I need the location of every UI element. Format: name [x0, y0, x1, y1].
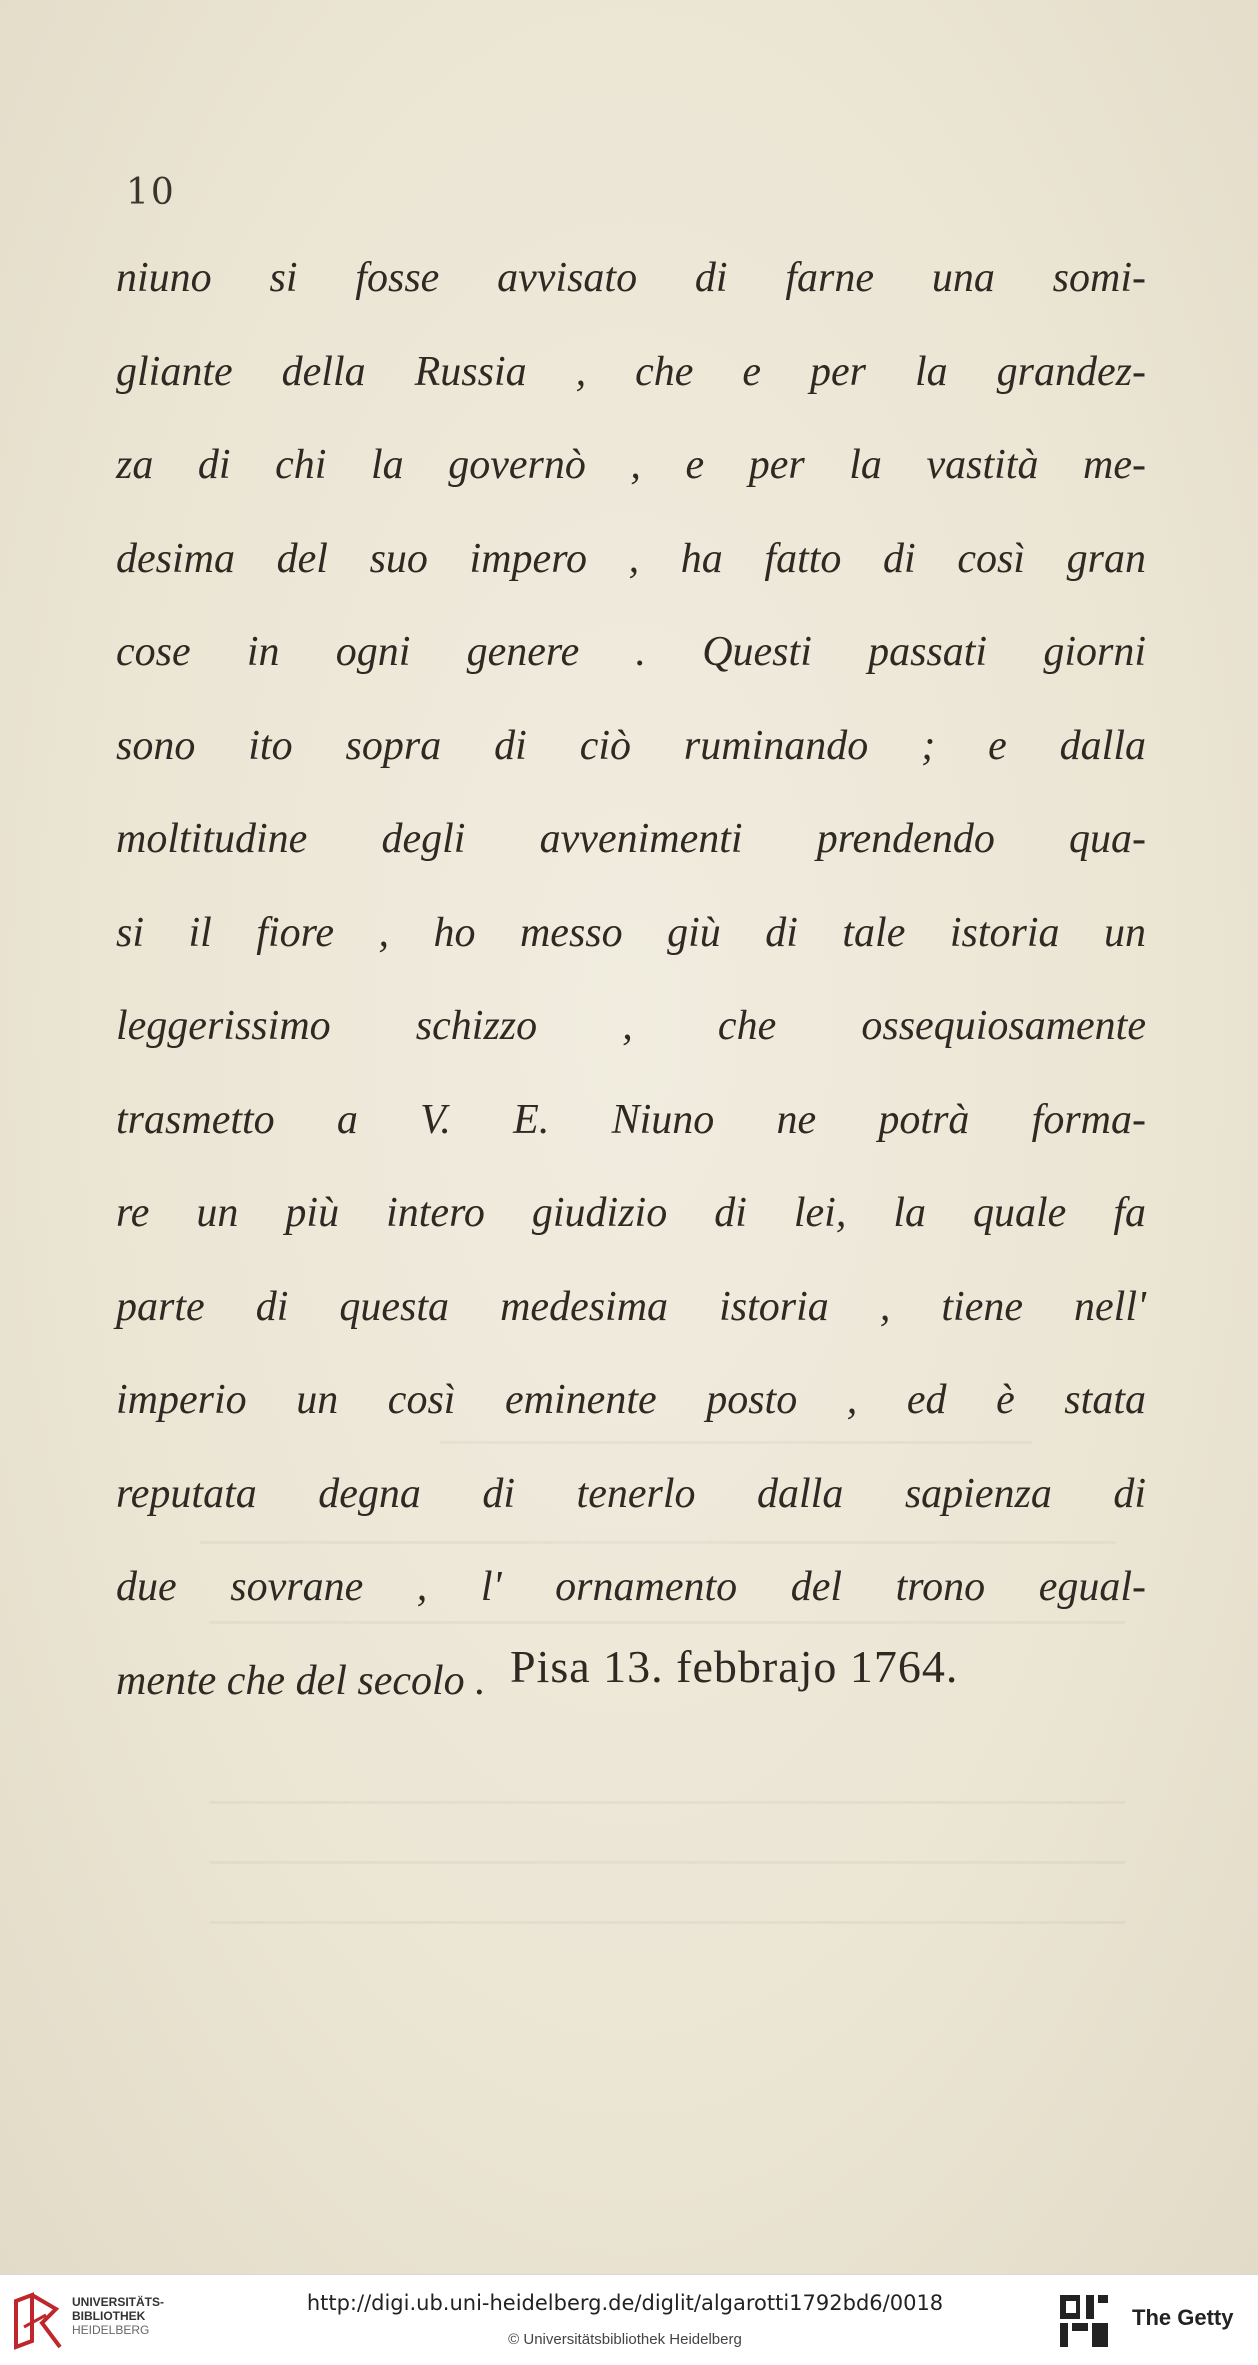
text-line: trasmetto a V. E. Niuno ne potrà forma-: [116, 1096, 1146, 1143]
text-line: desima del suo impero , ha fatto di così gran: [116, 535, 1146, 582]
bleed-through-text: ──────────────────────────────────: [210, 1781, 1126, 1823]
bleed-through-text: ──────────────────────────────────: [200, 1521, 1116, 1563]
library-name-line: HEIDELBERG: [72, 2323, 150, 2337]
bleed-through-text: ──────────────────────────────────: [210, 1901, 1126, 1943]
text-line: due sovrane , l' ornamento del trono egual-: [116, 1564, 1146, 1610]
text-line: parte di questa medesima istoria , tiene nell': [116, 1283, 1146, 1330]
footer-bar: [0, 2274, 1258, 2365]
library-name-line: BIBLIOTHEK: [72, 2309, 146, 2323]
text-line: moltitudine degli avvenimenti prendendo qua-: [116, 816, 1146, 862]
bleed-through-text: ──────────────────────────────────: [210, 1841, 1126, 1883]
text-line: gliante della Russia , che e per la grandez-: [116, 348, 1146, 395]
page-number: 10: [126, 172, 176, 213]
text-line: leggerissimo schizzo , che ossequiosamente: [116, 1003, 1146, 1049]
library-name: [72, 2295, 164, 2337]
getty-logo-icon: [1058, 2293, 1110, 2349]
text-line: re un più intero giudizio di lei, la quale fa: [116, 1190, 1146, 1236]
permalink-url[interactable]: http://digi.ub.uni-heidelberg.de/diglit/algarotti1792bd6/0018: [306, 2291, 944, 2315]
university-library-logo-icon: [12, 2291, 66, 2351]
copyright-notice: © Universitätsbibliothek Heidelberg: [508, 2331, 742, 2348]
text-line: reputata degna di tenerlo dalla sapienza di: [116, 1470, 1146, 1517]
text-line: imperio un così eminente posto , ed è stata: [116, 1377, 1146, 1423]
text-line: za di chi la governò , e per la vastità me-: [116, 442, 1146, 488]
text-line: niuno si fosse avvisato di farne una somi-: [116, 255, 1146, 301]
bleed-through-text: ──────────────────────────────────: [210, 1601, 1126, 1643]
body-text: [116, 232, 1146, 1728]
library-name-line: UNIVERSITÄTS-: [72, 2295, 165, 2309]
text-line: mente che del secolo .: [116, 1657, 486, 1704]
text-line: si il fiore , ho messo giù di tale istoria un: [116, 909, 1146, 956]
text-line: sono ito sopra di ciò ruminando ; e dalla: [116, 722, 1146, 769]
getty-name: The Getty: [1132, 2305, 1234, 2330]
place-date-signature: Pisa 13. febbrajo 1764.: [510, 1641, 959, 1692]
bleed-through-text: ──────────────────────: [440, 1421, 1033, 1463]
text-line: cose in ogni genere . Questi passati giorni: [116, 629, 1146, 675]
